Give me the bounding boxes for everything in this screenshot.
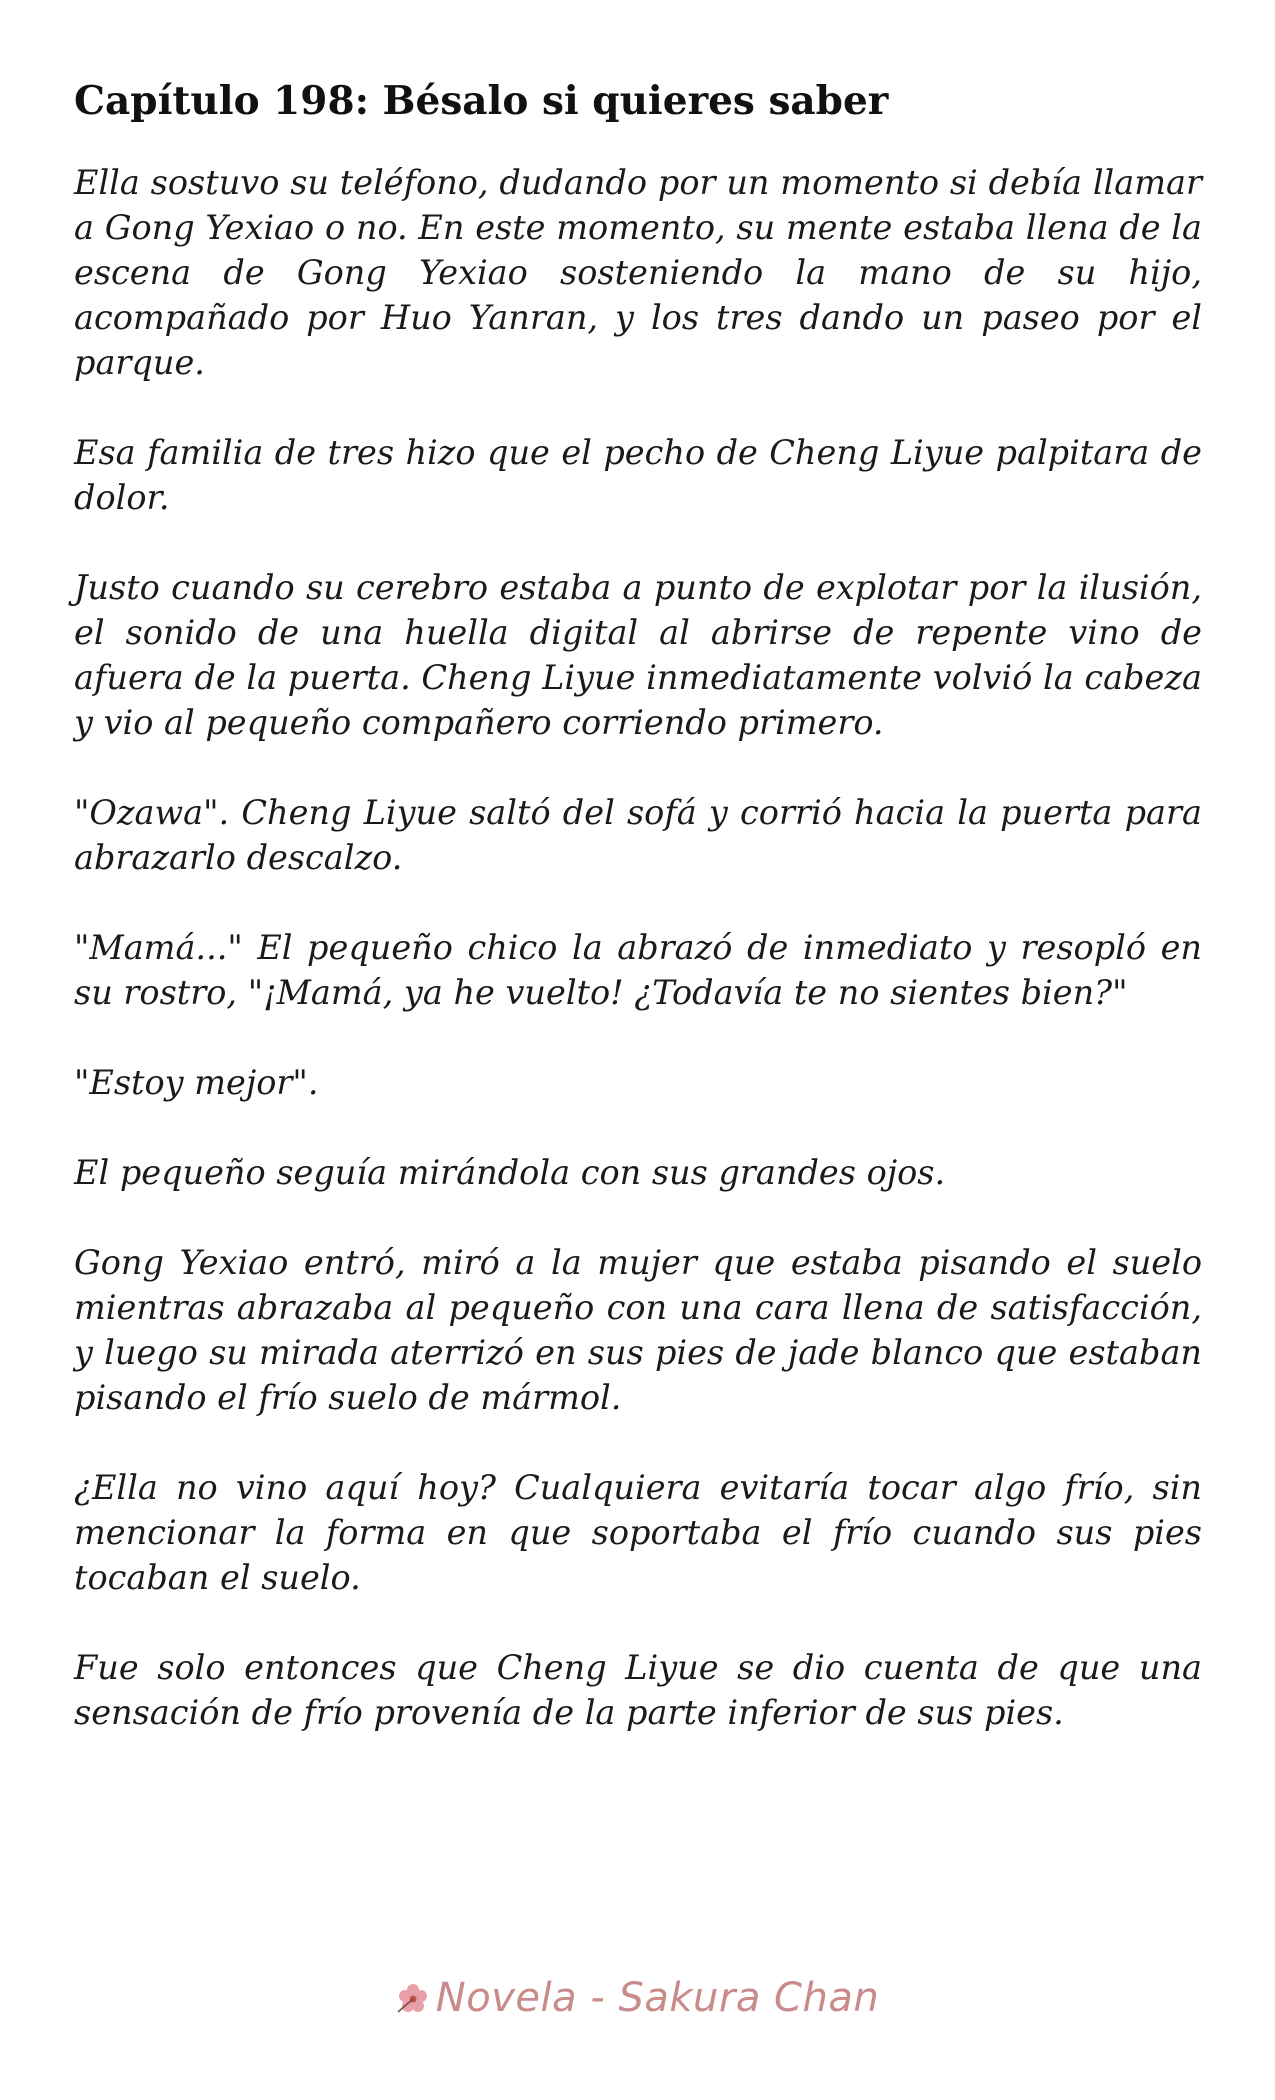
chapter-title: Capítulo 198: Bésalo si quieres saber [74,78,889,124]
paragraph: ¿Ella no vino aquí hoy? Cualquiera evitaría tocar algo frío, sin mencionar la forma en que soportaba el frío cuando sus pies tocaban el suelo. [74,1468,1202,1597]
paragraph: Gong Yexiao entró, miró a la mujer que estaba pisando el suelo mientras abrazaba al pequeño con una cara llena de satisfacción, y luego su mirada aterrizó en sus pies de jade blanco que estaban pisando el frío suelo de mármol. [74,1243,1202,1417]
paragraph: "Mamá..." El pequeño chico la abrazó de inmediato y resopló en su rostro, "¡Mamá, ya he vuelto! ¿Todavía te no sientes bien?" [74,928,1202,1012]
paragraph: "Estoy mejor". [74,1063,319,1102]
paragraph: Fue solo entonces que Cheng Liyue se dio cuenta de que una sensación de frío provenía de la parte inferior de sus pies. [74,1648,1202,1732]
paragraph: Ella sostuvo su teléfono, dudando por un momento si debía llamar a Gong Yexiao o no. En este momento, su mente estaba llena de la escena de Gong Yexiao sosteniendo la mano de su hijo, acompañado por Huo Yanran, y los tres dando un paseo por el parque. [74,163,1202,382]
watermark-text: Novela - Sakura Chan [435,1975,880,2021]
cherry-blossom-icon [396,1979,430,2013]
paragraph: "Ozawa". Cheng Liyue saltó del sofá y corrió hacia la puerta para abrazarlo descalzo. [74,793,1202,877]
document-page [74,70,1202,1780]
watermark [0,1975,1275,2021]
paragraph: Esa familia de tres hizo que el pecho de Cheng Liyue palpitara de dolor. [74,433,1202,517]
paragraph: Justo cuando su cerebro estaba a punto de explotar por la ilusión, el sonido de una huella digital al abrirse de repente vino de afuera de la puerta. Cheng Liyue inmediatamente volvió la cabeza y vio al pequeño compañero corriendo primero. [74,568,1202,742]
paragraph: El pequeño seguía mirándola con sus grandes ojos. [74,1153,946,1192]
